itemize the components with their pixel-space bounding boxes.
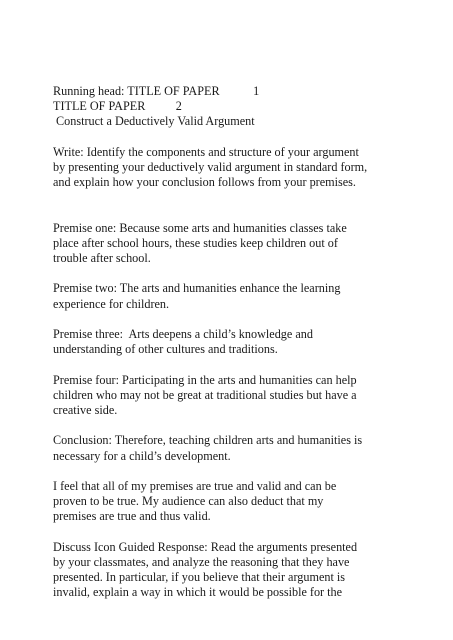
premise-one-paragraph [53,221,403,267]
text-line: understanding of other cultures and traditions. [53,342,278,357]
instructions-paragraph [53,145,403,191]
premise-four-paragraph [53,373,403,419]
reflection-paragraph [53,479,403,525]
text-line: children who may not be great at traditional studies but have a [53,387,357,402]
premise-three-paragraph [53,327,403,357]
text-line: Premise four: Participating in the arts and humanities can help [53,372,357,387]
text-line: Conclusion: Therefore, teaching children arts and humanities is [53,433,363,448]
guided-response-paragraph [53,540,403,601]
text-line: by your classmates, and analyze the reasoning that they have [53,554,350,569]
text-line: necessary for a child’s development. [53,448,231,463]
text-line: Premise two: The arts and humanities enhance the learning [53,281,341,296]
running-head: Running head: TITLE OF PAPER 1 [53,84,260,98]
text-line: creative side. [53,402,118,417]
text-line: Premise one: Because some arts and humanities classes take [53,220,347,235]
text-line: by presenting your deductively valid argument in standard form, [53,159,368,174]
text-line: and explain how your conclusion follows from your premises. [53,175,356,190]
text-line: proven to be true. My audience can also deduct that my [53,494,324,509]
running-head-block [53,84,403,130]
text-line: Premise three: Arts deepens a child’s knowledge and [53,327,313,342]
text-line: place after school hours, these studies keep children out of [53,235,338,250]
text-line: premises are true and thus valid. [53,509,211,524]
assignment-title: Construct a Deductively Valid Argument [53,114,255,129]
text-line: Discuss Icon Guided Response: Read the arguments presented [53,539,358,554]
text-line: trouble after school. [53,251,151,266]
conclusion-paragraph [53,433,403,463]
premise-two-paragraph [53,281,403,311]
text-line: experience for children. [53,296,170,311]
text-line: Write: Identify the components and structure of your argument [53,144,359,159]
text-line: invalid, explain a way in which it would be possible for the [53,585,343,600]
title-line: TITLE OF PAPER 2 [53,99,182,114]
text-line: I feel that all of my premises are true and valid and can be [53,478,337,493]
text-line: presented. In particular, if you believe that their argument is [53,570,346,585]
document-body [53,84,403,616]
